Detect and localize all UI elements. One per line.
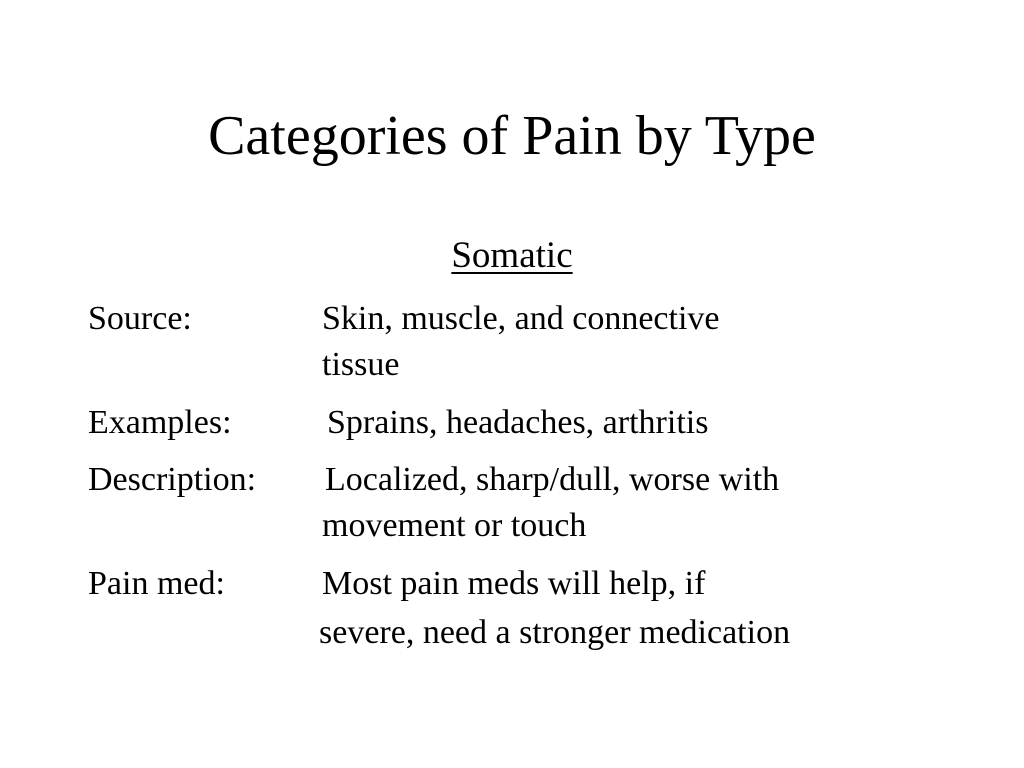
row-value-line: severe, need a stronger medication xyxy=(319,614,791,651)
row-value-line: Localized, sharp/dull, worse with xyxy=(325,461,780,498)
row-value-line: tissue xyxy=(322,346,400,383)
slide-subtitle: Somatic xyxy=(451,235,573,276)
row-value-line: movement or touch xyxy=(322,507,587,544)
row-examples xyxy=(0,400,1024,446)
row-label: Description: xyxy=(88,461,257,498)
row-label: Pain med: xyxy=(88,565,225,602)
row-value-line: Sprains, headaches, arthritis xyxy=(327,404,709,441)
row-value-line: Most pain meds will help, if xyxy=(322,565,706,602)
row-label: Examples: xyxy=(88,404,232,441)
row-source xyxy=(0,296,1024,388)
row-label: Source: xyxy=(88,300,192,337)
row-value-line: Skin, muscle, and connective xyxy=(322,300,720,337)
row-description xyxy=(0,457,1024,549)
row-pain-med xyxy=(0,561,1024,653)
slide-title: Categories of Pain by Type xyxy=(208,105,816,167)
